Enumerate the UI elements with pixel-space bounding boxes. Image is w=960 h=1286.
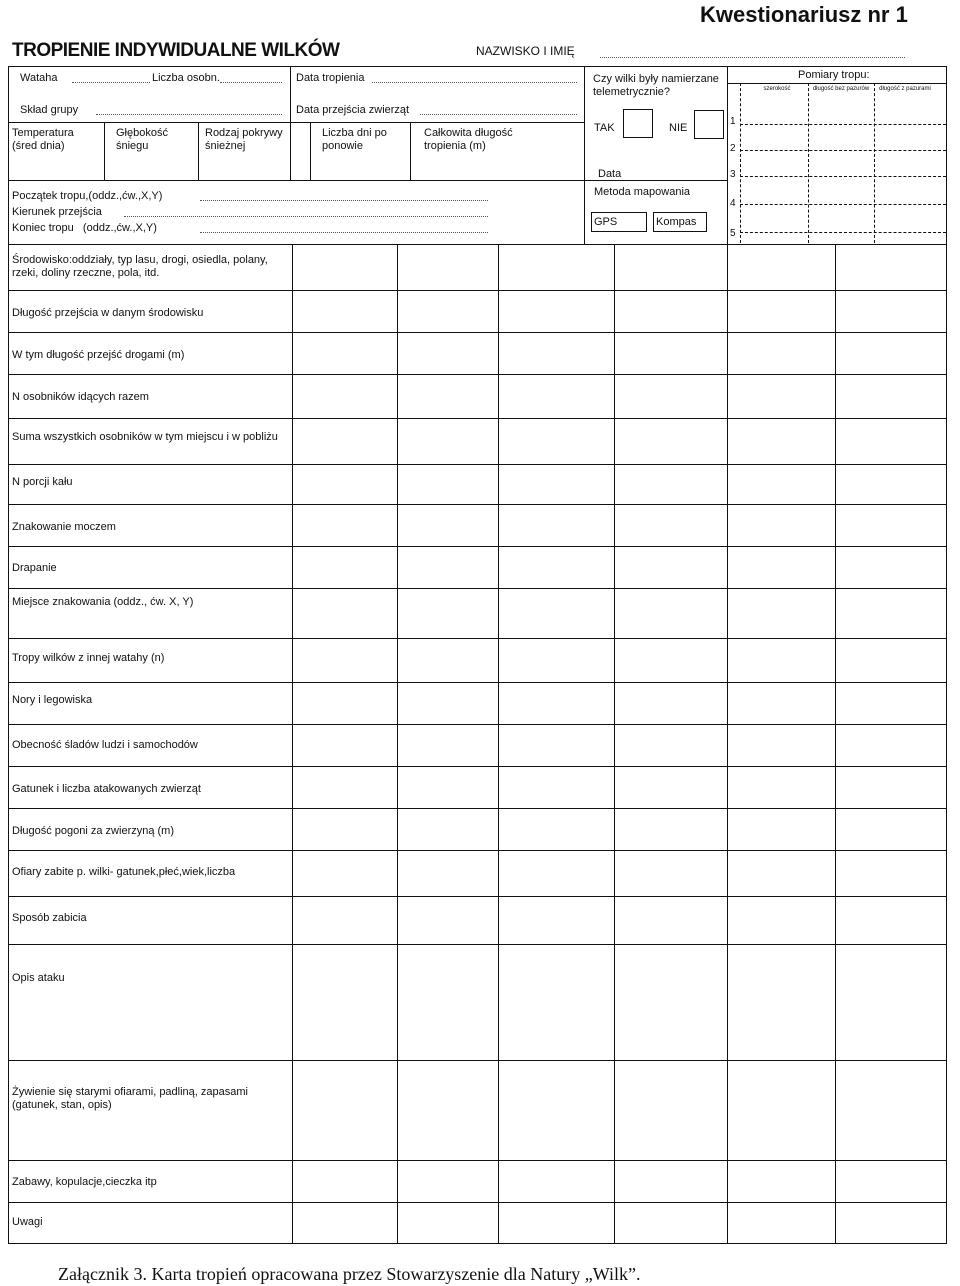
caption: Załącznik 3. Karta tropień opracowana przez Stowarzyszenie dla Natury „Wilk”. <box>58 1264 641 1284</box>
row-label: W tym długość przejść drogami (m) <box>12 349 185 361</box>
table-cell[interactable] <box>837 246 944 288</box>
table-cell[interactable] <box>399 376 496 416</box>
temperatura-label: Temperatura (śred dnia) <box>12 127 74 152</box>
table-cell[interactable] <box>294 684 395 722</box>
table-cell[interactable] <box>500 768 612 806</box>
table-cell[interactable] <box>837 420 944 462</box>
table-cell[interactable] <box>399 852 496 894</box>
table-cell[interactable] <box>294 1204 395 1241</box>
table-cell[interactable] <box>294 590 395 636</box>
table-cell[interactable] <box>399 334 496 372</box>
table-cell[interactable] <box>294 640 395 680</box>
table-cell[interactable] <box>616 1204 725 1241</box>
table-cell[interactable] <box>616 852 725 894</box>
table-cell[interactable] <box>837 852 944 894</box>
wataha-field[interactable] <box>72 82 150 83</box>
koniec-field[interactable] <box>200 232 488 233</box>
pomiary-row-2: 2 <box>730 143 736 154</box>
table-cell[interactable] <box>500 466 612 502</box>
nie-checkbox[interactable] <box>694 110 724 139</box>
pomiary-col-1: szerokość <box>763 86 791 92</box>
table-cell[interactable] <box>500 590 612 636</box>
table-cell[interactable] <box>294 1162 395 1200</box>
sklad-grupy-label: Skład grupy <box>20 104 79 116</box>
form-title: TROPIENIE INDYWIDUALNE WILKÓW <box>12 40 340 61</box>
table-cell[interactable] <box>399 420 496 462</box>
table-cell[interactable] <box>294 376 395 416</box>
pomiary-row-4: 4 <box>730 198 736 209</box>
table-cell[interactable] <box>729 590 833 636</box>
table-cell[interactable] <box>837 334 944 372</box>
table-cell[interactable] <box>500 292 612 330</box>
data-tropienia-field[interactable] <box>372 82 577 83</box>
table-cell[interactable] <box>729 420 833 462</box>
table-cell[interactable] <box>837 810 944 848</box>
table-cell[interactable] <box>294 810 395 848</box>
row-label: Uwagi <box>12 1216 43 1228</box>
poczatek-label: Początek tropu,(oddz.,ćw.,X,Y) <box>12 190 163 202</box>
rodzaj-pokrywy-label: Rodzaj pokrywy śnieżnej <box>205 127 283 152</box>
table-cell[interactable] <box>399 1204 496 1241</box>
tak-label: TAK <box>594 122 615 134</box>
table-cell[interactable] <box>294 898 395 942</box>
pomiary-row-3: 3 <box>730 169 736 180</box>
table-cell[interactable] <box>837 590 944 636</box>
sklad-grupy-field[interactable] <box>96 114 282 115</box>
table-cell[interactable] <box>837 684 944 722</box>
table-cell[interactable] <box>294 768 395 806</box>
telemetria-question: Czy wilki były namierzane telemetrycznie? <box>593 73 719 98</box>
liczba-osobn-field[interactable] <box>220 82 282 83</box>
pomiary-col-2: długość bez pazurów <box>812 86 870 92</box>
table-cell[interactable] <box>729 1062 833 1158</box>
table-cell[interactable] <box>500 548 612 586</box>
row-label: Drapanie <box>12 562 57 574</box>
table-cell[interactable] <box>837 1162 944 1200</box>
row-label: Długość przejścia w danym środowisku <box>12 307 204 319</box>
table-cell[interactable] <box>294 1062 395 1158</box>
row-label: Zabawy, kopulacje,cieczka itp <box>12 1176 157 1188</box>
data-przejscia-field[interactable] <box>420 114 577 115</box>
table-cell[interactable] <box>837 548 944 586</box>
table-cell[interactable] <box>399 590 496 636</box>
table-cell[interactable] <box>616 768 725 806</box>
data-tropienia-label: Data tropienia <box>296 72 365 84</box>
table-cell[interactable] <box>837 506 944 544</box>
poczatek-field[interactable] <box>200 200 488 201</box>
table-cell[interactable] <box>837 946 944 1058</box>
table-cell[interactable] <box>729 376 833 416</box>
table-cell[interactable] <box>500 506 612 544</box>
table-cell[interactable] <box>500 376 612 416</box>
table-cell[interactable] <box>837 768 944 806</box>
table-cell[interactable] <box>729 810 833 848</box>
table-cell[interactable] <box>729 946 833 1058</box>
table-cell[interactable] <box>837 376 944 416</box>
table-cell[interactable] <box>616 898 725 942</box>
table-cell[interactable] <box>294 466 395 502</box>
table-cell[interactable] <box>837 640 944 680</box>
table-cell[interactable] <box>837 898 944 942</box>
table-cell[interactable] <box>399 810 496 848</box>
table-cell[interactable] <box>616 810 725 848</box>
table-cell[interactable] <box>294 726 395 764</box>
table-cell[interactable] <box>729 292 833 330</box>
data-przejscia-label: Data przejścia zwierząt <box>296 104 410 116</box>
table-cell[interactable] <box>399 768 496 806</box>
table-cell[interactable] <box>616 420 725 462</box>
row-label: N porcji kału <box>12 476 73 488</box>
table-cell[interactable] <box>729 246 833 288</box>
questionnaire-number: Kwestionariusz nr 1 <box>700 2 908 27</box>
table-cell[interactable] <box>500 852 612 894</box>
table-cell[interactable] <box>500 684 612 722</box>
table-cell[interactable] <box>500 1204 612 1241</box>
table-cell[interactable] <box>616 246 725 288</box>
table-cell[interactable] <box>399 640 496 680</box>
glebokosc-label: Głębokość śniegu <box>116 127 168 152</box>
table-cell[interactable] <box>399 946 496 1058</box>
row-label: Długość pogoni za zwierzyną (m) <box>12 825 175 837</box>
nie-label: NIE <box>669 122 688 134</box>
row-label: Żywienie się starymi ofiarami, padliną, zapasami (gatunek, stan, opis) <box>12 1086 248 1111</box>
table-cell[interactable] <box>616 548 725 586</box>
table-cell[interactable] <box>729 1204 833 1241</box>
table-cell[interactable] <box>399 1062 496 1158</box>
tak-checkbox[interactable] <box>623 109 653 138</box>
table-cell[interactable] <box>294 548 395 586</box>
liczba-osobn-label: Liczba osobn. <box>152 72 220 84</box>
table-cell[interactable] <box>729 640 833 680</box>
row-label: Tropy wilków z innej watahy (n) <box>12 652 165 664</box>
row-label: Znakowanie moczem <box>12 521 116 533</box>
table-cell[interactable] <box>616 1062 725 1158</box>
calkowita-label: Całkowita długość tropienia (m) <box>424 127 513 152</box>
row-label: Miejsce znakowania (oddz., ćw. X, Y) <box>12 596 194 608</box>
table-cell[interactable] <box>399 246 496 288</box>
table-cell[interactable] <box>616 684 725 722</box>
table-cell[interactable] <box>399 292 496 330</box>
table-cell[interactable] <box>399 898 496 942</box>
table-cell[interactable] <box>616 292 725 330</box>
table-cell[interactable] <box>616 1162 725 1200</box>
kierunek-label: Kierunek przejścia <box>12 206 102 218</box>
table-cell[interactable] <box>729 768 833 806</box>
row-label: Obecność śladów ludzi i samochodów <box>12 739 198 751</box>
table-cell[interactable] <box>294 946 395 1058</box>
table-cell[interactable] <box>729 1162 833 1200</box>
pomiary-col-3: długość z pazurami <box>879 86 931 92</box>
row-label: Sposób zabicia <box>12 912 87 924</box>
table-cell[interactable] <box>729 898 833 942</box>
row-label: Opis ataku <box>12 972 65 984</box>
table-cell[interactable] <box>500 898 612 942</box>
table-cell[interactable] <box>399 726 496 764</box>
row-label: Nory i legowiska <box>12 694 93 706</box>
table-cell[interactable] <box>294 852 395 894</box>
pomiary-row-5: 5 <box>730 228 736 239</box>
table-cell[interactable] <box>399 684 496 722</box>
table-cell[interactable] <box>729 506 833 544</box>
table-cell[interactable] <box>294 420 395 462</box>
table-cell[interactable] <box>837 1204 944 1241</box>
table-cell[interactable] <box>729 334 833 372</box>
pomiary-row-1: 1 <box>730 116 736 127</box>
kompas-label: Kompas <box>656 216 697 228</box>
table-cell[interactable] <box>616 466 725 502</box>
table-cell[interactable] <box>399 1162 496 1200</box>
table-cell[interactable] <box>729 466 833 502</box>
koniec-label: Koniec tropu (oddz.,ćw.,X,Y) <box>12 222 157 234</box>
table-cell[interactable] <box>294 334 395 372</box>
table-cell[interactable] <box>399 466 496 502</box>
pomiary-title: Pomiary tropu: <box>798 69 870 81</box>
table-cell[interactable] <box>500 640 612 680</box>
table-cell[interactable] <box>616 640 725 680</box>
row-label: Ofiary zabite p. wilki- gatunek,płeć,wiek,liczba <box>12 866 236 878</box>
table-cell[interactable] <box>294 506 395 544</box>
table-cell[interactable] <box>837 292 944 330</box>
table-cell[interactable] <box>500 1162 612 1200</box>
kierunek-field[interactable] <box>124 216 488 217</box>
table-cell[interactable] <box>729 684 833 722</box>
table-cell[interactable] <box>729 852 833 894</box>
name-label: NAZWISKO I IMIĘ <box>476 44 575 58</box>
table-cell[interactable] <box>837 1062 944 1158</box>
table-cell[interactable] <box>837 466 944 502</box>
table-cell[interactable] <box>294 292 395 330</box>
row-label: N osobników idących razem <box>12 391 149 403</box>
data-label: Data <box>598 168 622 180</box>
table-cell[interactable] <box>500 726 612 764</box>
name-field[interactable] <box>600 57 905 58</box>
table-cell[interactable] <box>729 548 833 586</box>
table-cell[interactable] <box>729 726 833 764</box>
table-cell[interactable] <box>616 376 725 416</box>
gps-label: GPS <box>594 216 618 228</box>
table-cell[interactable] <box>399 548 496 586</box>
table-cell[interactable] <box>500 810 612 848</box>
row-label: Suma wszystkich osobników w tym miejscu i w pobliżu <box>12 431 278 443</box>
table-cell[interactable] <box>500 420 612 462</box>
table-cell[interactable] <box>500 334 612 372</box>
table-cell[interactable] <box>616 590 725 636</box>
table-cell[interactable] <box>500 946 612 1058</box>
metoda-label: Metoda mapowania <box>594 186 691 198</box>
table-cell[interactable] <box>837 726 944 764</box>
table-cell[interactable] <box>616 506 725 544</box>
table-cell[interactable] <box>616 946 725 1058</box>
table-cell[interactable] <box>399 506 496 544</box>
table-cell[interactable] <box>616 334 725 372</box>
wataha-label: Wataha <box>20 72 58 84</box>
table-cell[interactable] <box>616 726 725 764</box>
liczba-dni-label: Liczba dni po ponowie <box>322 127 387 152</box>
row-label: Środowisko:oddziały, typ lasu, drogi, osiedla, polany, rzeki, doliny rzeczne, pola, itd. <box>12 254 268 279</box>
row-label: Gatunek i liczba atakowanych zwierząt <box>12 783 201 795</box>
table-cell[interactable] <box>500 1062 612 1158</box>
table-cell[interactable] <box>294 246 395 288</box>
table-cell[interactable] <box>500 246 612 288</box>
